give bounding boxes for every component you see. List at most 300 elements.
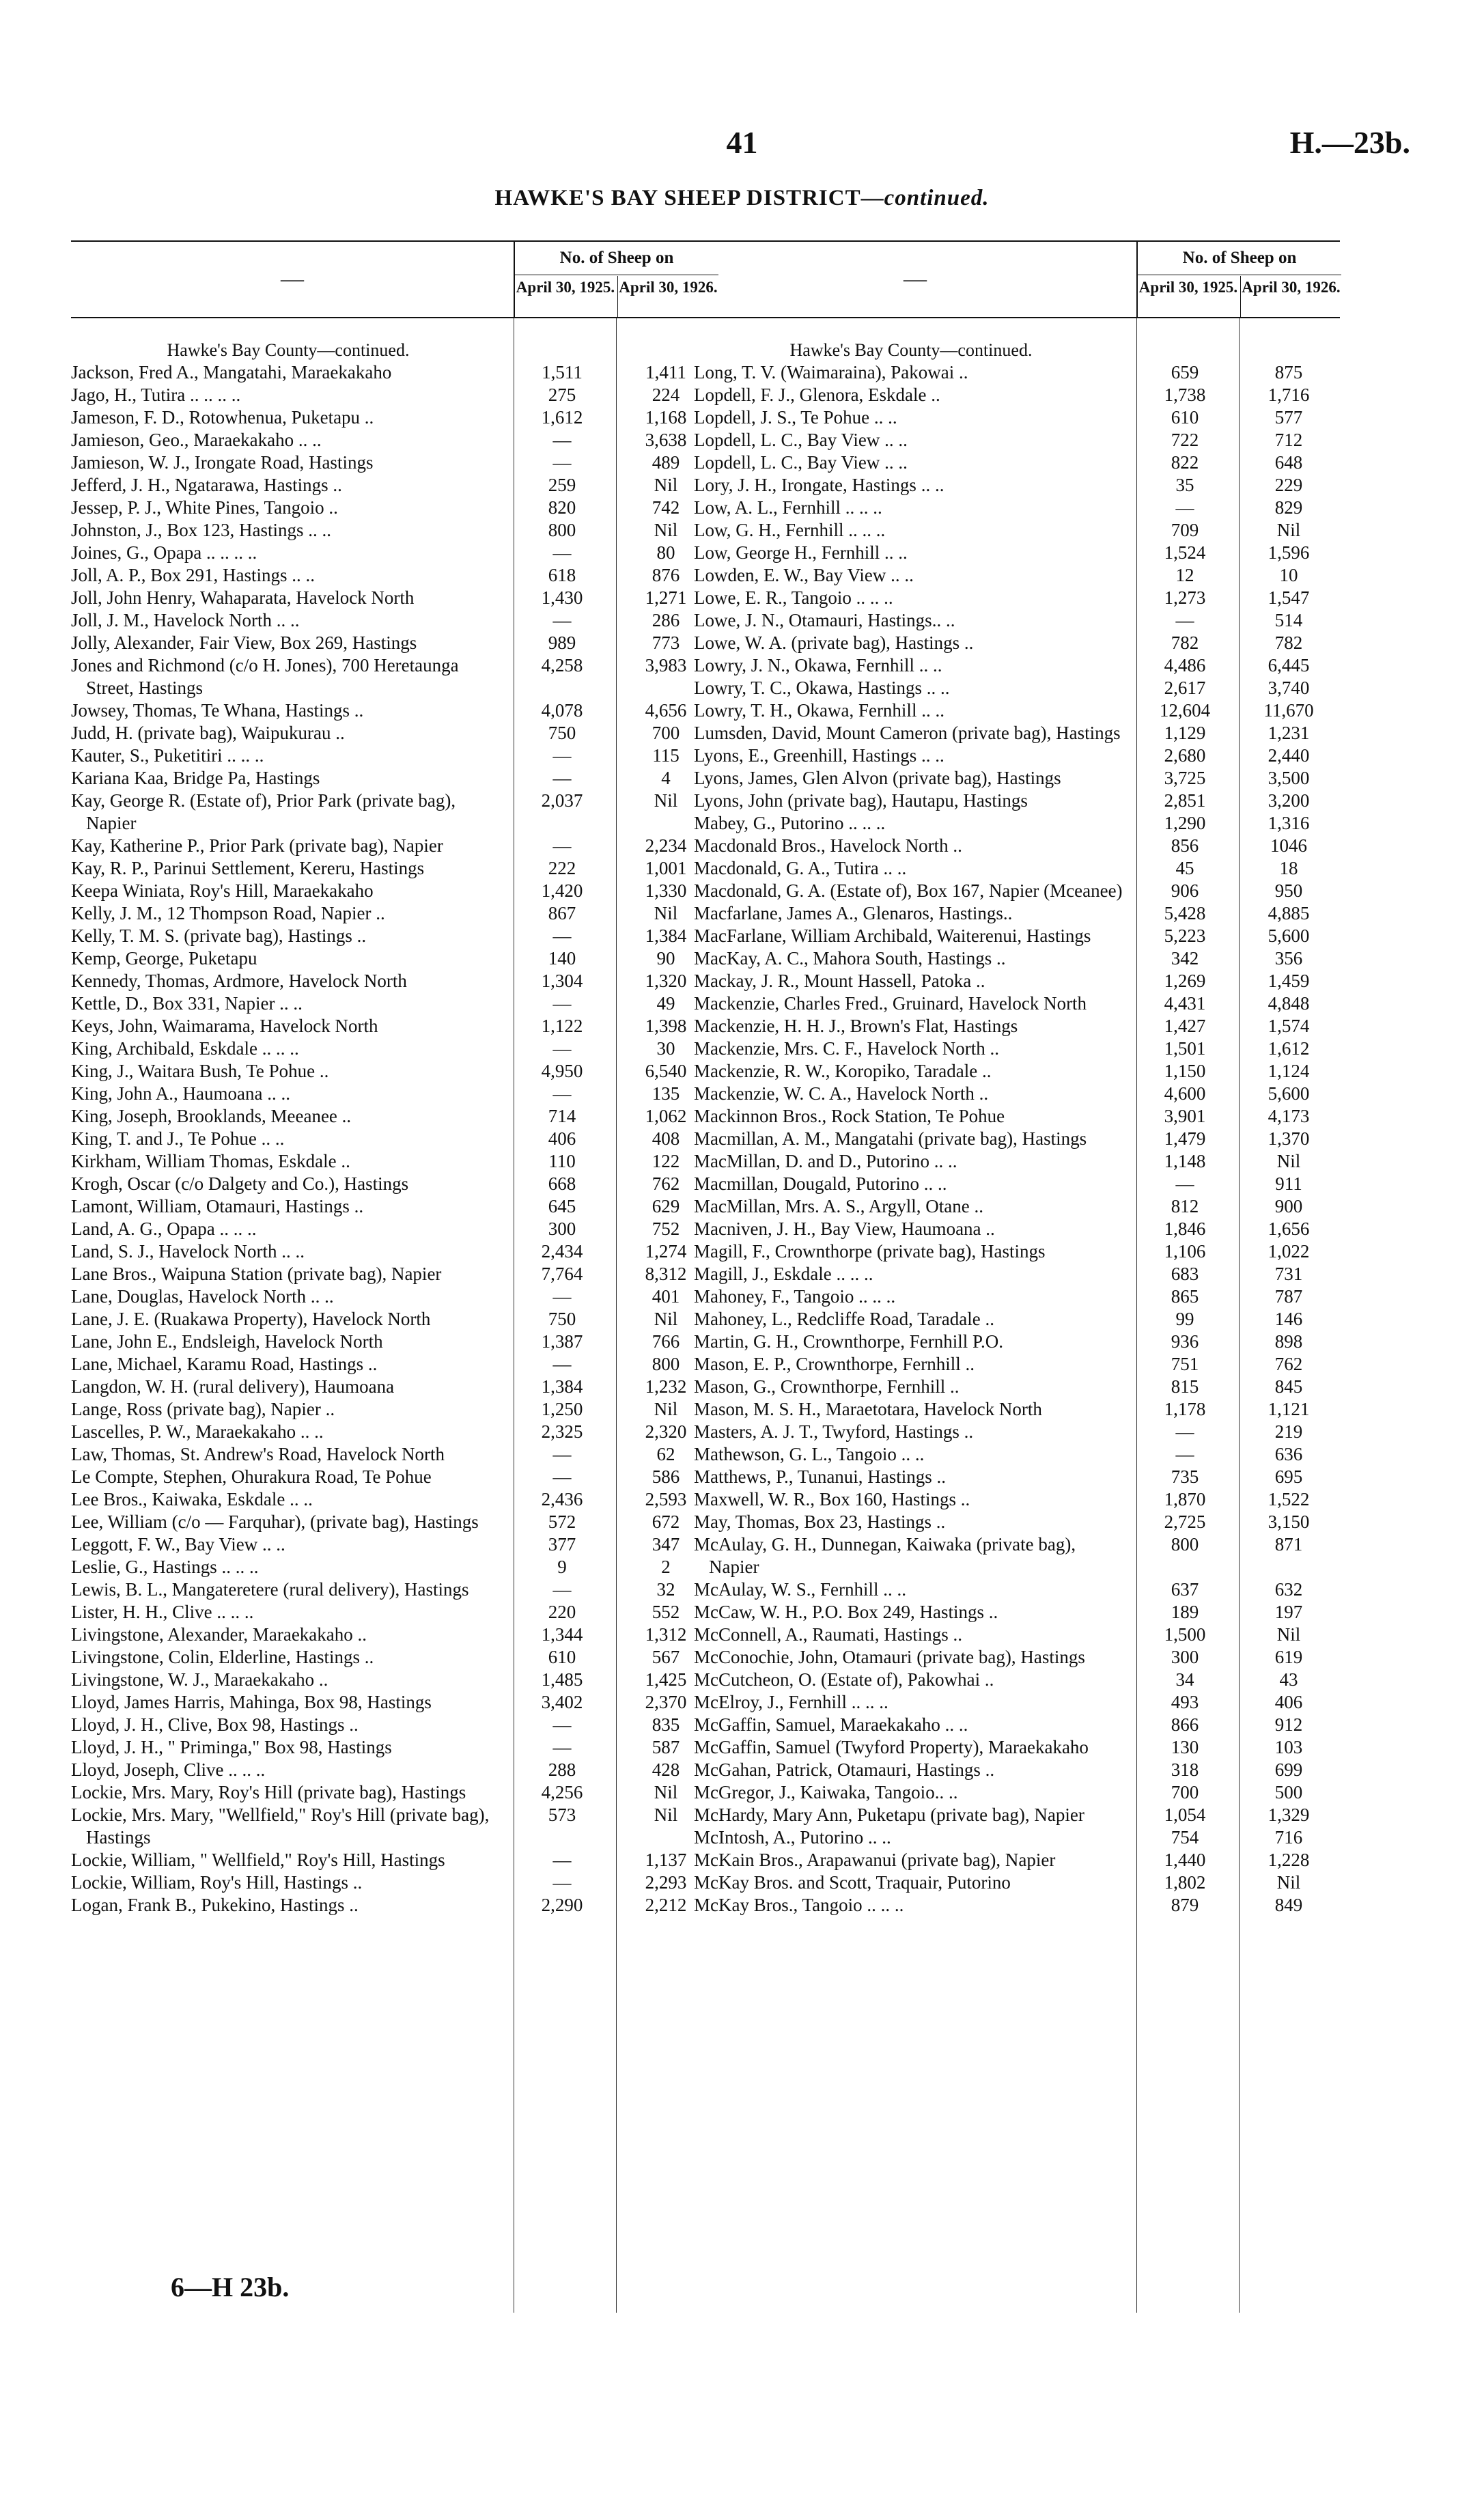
header-group (1136, 242, 1341, 317)
table-row (71, 722, 717, 744)
owner-name-address: Joll, A. P., Box 291, Hastings .. .. (71, 565, 316, 585)
table-row (694, 1128, 1340, 1150)
table-row (71, 1060, 717, 1083)
sheep-count-1925: 610 (548, 1647, 576, 1667)
sheep-count-1926: 229 (1274, 475, 1303, 495)
sheep-count-1925: 377 (548, 1534, 576, 1555)
table-row (694, 654, 1340, 677)
table-row (694, 992, 1340, 1015)
sheep-count-1925: 259 (548, 475, 576, 495)
table-row (694, 1150, 1340, 1173)
sheep-count-1926: 1,124 (1268, 1061, 1310, 1081)
owner-name-address: Mabey, G., Putorino .. .. .. (694, 813, 886, 833)
table-row (71, 902, 717, 925)
sheep-count-1925: 288 (548, 1759, 576, 1780)
sheep-count-1926: 2,320 (645, 1421, 687, 1442)
sheep-count-1925: 2,851 (1164, 790, 1206, 811)
owner-name-address: MacMillan, Mrs. A. S., Argyll, Otane .. (694, 1196, 983, 1216)
table-row (71, 384, 717, 406)
sheep-count-1925: 140 (548, 948, 576, 969)
table-row (71, 1624, 717, 1646)
owner-name-address: Mahoney, L., Redcliffe Road, Taradale .. (694, 1309, 994, 1329)
sheep-count-1925: 4,256 (541, 1782, 583, 1802)
sheep-count-1925: 189 (1171, 1602, 1199, 1622)
sheep-count-1925: 2,617 (1164, 678, 1206, 698)
sheep-count-1926: 401 (652, 1286, 680, 1307)
table-row (71, 1691, 717, 1714)
table-row (71, 1443, 717, 1466)
owner-name-address: Lyons, John (private bag), Hautapu, Hastings (694, 790, 1028, 811)
table-row (71, 1601, 717, 1624)
table-row (694, 587, 1340, 609)
table-row (694, 497, 1340, 519)
owner-name-address: Lowe, E. R., Tangoio .. .. .. (694, 587, 893, 608)
table-row (71, 1488, 717, 1511)
owner-name-address: Joll, John Henry, Wahaparata, Havelock North (71, 587, 415, 608)
table-row (71, 835, 717, 857)
sheep-count-1926: 752 (652, 1218, 680, 1239)
table-row (71, 542, 717, 564)
table-row (71, 947, 717, 970)
table-body (71, 318, 717, 2313)
owner-name-address: Le Compte, Stephen, Ohurakura Road, Te Pohue (71, 1466, 432, 1487)
sheep-count-1925: — (552, 610, 572, 630)
owner-name-address: Kariana Kaa, Bridge Pa, Hastings (71, 768, 320, 788)
owner-name-address: Lyons, James, Glen Alvon (private bag), Hastings (694, 768, 1061, 788)
sheep-count-1926: 1,547 (1268, 587, 1310, 608)
sheep-count-1926: 716 (1274, 1827, 1303, 1848)
table-row (694, 1781, 1340, 1804)
sheep-count-1926: 1046 (1270, 835, 1307, 856)
sheep-count-1925: 1,430 (541, 587, 583, 608)
sheep-count-1926: 2,234 (645, 835, 687, 856)
sheep-count-1926: 619 (1274, 1647, 1303, 1667)
table-row (71, 654, 717, 699)
table-row (71, 1218, 717, 1240)
sheep-count-1925: 1,427 (1164, 1016, 1206, 1036)
owner-name-address: Jamieson, Geo., Maraekakaho .. .. (71, 430, 322, 450)
sheep-count-1926: 428 (652, 1759, 680, 1780)
owner-name-address: McElroy, J., Fernhill .. .. .. (694, 1692, 888, 1712)
sheep-count-1925: — (552, 1714, 572, 1735)
sheep-count-1925: 4,431 (1164, 993, 1206, 1014)
sheep-count-1925: 1,524 (1164, 542, 1206, 563)
owner-name-address: Leggott, F. W., Bay View .. .. (71, 1534, 285, 1555)
owner-name-address: Mason, G., Crownthorpe, Fernhill .. (694, 1376, 960, 1397)
sheep-count-1925: — (552, 1872, 572, 1893)
sheep-count-1925: 822 (1171, 452, 1199, 473)
sheep-count-1926: 586 (652, 1466, 680, 1487)
sheep-count-1925: 751 (1171, 1354, 1199, 1374)
table-row (694, 812, 1340, 835)
owner-name-address: Lowry, T. C., Okawa, Hastings .. .. (694, 678, 950, 698)
sheep-count-1925: 2,037 (541, 790, 583, 811)
sheep-count-1925: 750 (548, 1309, 576, 1329)
sheep-count-1926: Nil (654, 1399, 678, 1419)
table-row (71, 1421, 717, 1443)
table-row (71, 857, 717, 880)
owner-name-address: McCaw, W. H., P.O. Box 249, Hastings .. (694, 1602, 998, 1622)
owner-name-address: Krogh, Oscar (c/o Dalgety and Co.), Hastings (71, 1173, 409, 1194)
document-reference: H.—23b. (1289, 125, 1410, 160)
sheep-count-1925: 1,054 (1164, 1805, 1206, 1825)
table-row (71, 992, 717, 1015)
sheep-count-1926: 4,885 (1268, 903, 1310, 923)
table-row (71, 1849, 717, 1871)
table-row (71, 406, 717, 429)
table-row (694, 722, 1340, 744)
sheep-count-1926: 43 (1279, 1669, 1298, 1690)
owner-name-address: Lloyd, James Harris, Mahinga, Box 98, Hastings (71, 1692, 432, 1712)
sheep-count-1925: 7,764 (541, 1264, 583, 1284)
owner-name-address: Lowry, J. N., Okawa, Fernhill .. .. (694, 655, 942, 676)
table-row (694, 1195, 1340, 1218)
owner-name-address: Kay, R. P., Parinui Settlement, Kereru, Hastings (71, 858, 425, 878)
owner-name-address: Lockie, William, Roy's Hill, Hastings .. (71, 1872, 363, 1893)
owner-name-address: Lowry, T. H., Okawa, Fernhill .. .. (694, 700, 944, 721)
sheep-count-1926: 1,168 (645, 407, 687, 428)
owner-name-address: Kay, Katherine P., Prior Park (private bag), Napier (71, 835, 443, 856)
sheep-count-1925: 130 (1171, 1737, 1199, 1757)
sheep-count-1926: 912 (1274, 1714, 1303, 1735)
owner-name-address: Mackenzie, Mrs. C. F., Havelock North .. (694, 1038, 999, 1059)
owner-name-address: McGregor, J., Kaiwaka, Tangoio.. .. (694, 1782, 958, 1802)
owner-name-address: McKain Bros., Arapawanui (private bag), Napier (694, 1850, 1056, 1870)
sheep-count-1926: 845 (1274, 1376, 1303, 1397)
table-row (71, 1871, 717, 1894)
table-row (71, 1578, 717, 1601)
sheep-count-1925: — (552, 452, 572, 473)
sheep-count-1926: 6,445 (1268, 655, 1310, 676)
table-row (694, 451, 1340, 474)
sheep-count-1926: 489 (652, 452, 680, 473)
sheep-count-1926: 672 (652, 1512, 680, 1532)
table-row (71, 1173, 717, 1195)
sheep-count-1925: 668 (548, 1173, 576, 1194)
sheep-count-1925: 867 (548, 903, 576, 923)
owner-name-address: McCutcheon, O. (Estate of), Pakowhai .. (694, 1669, 994, 1690)
owner-name-address: Mason, M. S. H., Maraetotara, Havelock North (694, 1399, 1042, 1419)
sheep-count-1925: 645 (548, 1196, 576, 1216)
owner-name-address: Jameson, F. D., Rotowhenua, Puketapu .. (71, 407, 374, 428)
table-row (71, 1759, 717, 1781)
sheep-count-1926: 695 (1274, 1466, 1303, 1487)
table-row (694, 1759, 1340, 1781)
owner-name-address: Kelly, T. M. S. (private bag), Hastings .. (71, 925, 367, 946)
header-group-title: No. of Sheep on (1138, 242, 1341, 275)
sheep-count-1925: — (552, 430, 572, 450)
sheep-count-1925: 735 (1171, 1466, 1199, 1487)
sheep-count-1925: 4,950 (541, 1061, 583, 1081)
sheep-count-1925: 820 (548, 497, 576, 518)
sheep-count-1926: 1,228 (1268, 1850, 1310, 1870)
sheep-count-1926: 103 (1274, 1737, 1303, 1757)
sheep-count-1926: 950 (1274, 880, 1303, 901)
county-subheading: Hawke's Bay County—continued. (789, 340, 1033, 360)
owner-name-address: Kay, George R. (Estate of), Prior Park (private bag), Napier (71, 790, 456, 833)
sheep-count-1926: Nil (654, 1309, 678, 1329)
sheep-count-1926: 6,540 (645, 1061, 687, 1081)
sheep-count-1925: 220 (548, 1602, 576, 1622)
table-row (694, 1285, 1340, 1308)
sheep-count-1926: 3,740 (1268, 678, 1310, 698)
sheep-count-1926: 3,150 (1268, 1512, 1310, 1532)
right-rows (694, 361, 1340, 1917)
table-row (71, 1376, 717, 1398)
owner-name-address: Low, A. L., Fernhill .. .. .. (694, 497, 882, 518)
sheep-count-1926: 3,200 (1268, 790, 1310, 811)
sheep-count-1926: 1,574 (1268, 1016, 1310, 1036)
owner-name-address: Lyons, E., Greenhill, Hastings .. .. (694, 745, 944, 766)
sheep-count-1925: 4,078 (541, 700, 583, 721)
sheep-count-1925: 1,250 (541, 1399, 583, 1419)
title-italic: continued. (884, 186, 990, 210)
owner-name-address: Kauter, S., Puketitiri .. .. .. (71, 745, 264, 766)
sheep-count-1926: 876 (652, 565, 680, 585)
sheep-count-1925: 1,440 (1164, 1850, 1206, 1870)
owner-name-address: Livingstone, W. J., Maraekakaho .. (71, 1669, 328, 1690)
sheep-count-1926: 408 (652, 1128, 680, 1149)
owner-name-address: MacKay, A. C., Mahora South, Hastings .. (694, 948, 1006, 969)
table-row (71, 609, 717, 632)
table-row (694, 1736, 1340, 1759)
table-row (71, 1646, 717, 1669)
sheep-count-1926: 500 (1274, 1782, 1303, 1802)
table-row (694, 429, 1340, 451)
sheep-count-1926: 514 (1274, 610, 1303, 630)
sheep-count-1926: 1,232 (645, 1376, 687, 1397)
header-group-title: No. of Sheep on (515, 242, 718, 275)
owner-name-address: Lockie, Mrs. Mary, "Wellfield," Roy's Hill (private bag), Hastings (71, 1805, 490, 1848)
owner-name-address: McIntosh, A., Putorino .. .. (694, 1827, 891, 1848)
owner-name-address: McHardy, Mary Ann, Puketapu (private bag), Napier (694, 1805, 1084, 1825)
table-row (71, 1331, 717, 1353)
sheep-count-1926: 800 (652, 1354, 680, 1374)
sheep-count-1925: — (552, 835, 572, 856)
sheep-count-1925: 1,106 (1164, 1241, 1206, 1262)
table-row (694, 880, 1340, 902)
sheep-count-1925: 1,178 (1164, 1399, 1206, 1419)
sheep-count-1926: 18 (1279, 858, 1298, 878)
sheep-count-1926: 2,212 (645, 1895, 687, 1915)
left-column-table (71, 240, 717, 2313)
sheep-count-1926: 3,638 (645, 430, 687, 450)
sheep-count-1925: 4,486 (1164, 655, 1206, 676)
sheep-count-1925: 709 (1171, 520, 1199, 540)
owner-name-address: Lloyd, Joseph, Clive .. .. .. (71, 1759, 266, 1780)
owner-name-address: Kennedy, Thomas, Ardmore, Havelock North (71, 971, 407, 991)
table-row (71, 587, 717, 609)
table-row (71, 1894, 717, 1917)
owner-name-address: Macdonald, G. A. (Estate of), Box 167, Napier (Mceanee) (694, 880, 1123, 901)
sheep-count-1926: 849 (1274, 1895, 1303, 1915)
table-row (694, 1533, 1340, 1578)
sheep-count-1925: 2,325 (541, 1421, 583, 1442)
sheep-count-1925: 4,600 (1164, 1083, 1206, 1104)
sheep-count-1925: — (552, 768, 572, 788)
sheep-count-1925: 3,901 (1164, 1106, 1206, 1126)
sheep-count-1925: — (1175, 1444, 1194, 1464)
sheep-count-1926: 700 (652, 723, 680, 743)
owner-name-address: Mackenzie, H. H. J., Brown's Flat, Hastings (694, 1016, 1018, 1036)
sheep-count-1925: 45 (1175, 858, 1194, 878)
sheep-count-1926: Nil (654, 903, 678, 923)
sheep-count-1925: 659 (1171, 362, 1199, 382)
table-row (71, 1263, 717, 1285)
sheep-count-1925: 2,434 (541, 1241, 583, 1262)
sheep-count-1925: 1,479 (1164, 1128, 1206, 1149)
table-row (71, 497, 717, 519)
sheep-count-1925: 5,428 (1164, 903, 1206, 923)
table-row (71, 1240, 717, 1263)
table-row (71, 1105, 717, 1128)
sheep-count-1925: 1,846 (1164, 1218, 1206, 1239)
owner-name-address: Maxwell, W. R., Box 160, Hastings .. (694, 1489, 970, 1509)
table-row (694, 1601, 1340, 1624)
owner-name-address: Mackenzie, Charles Fred., Gruinard, Havelock North (694, 993, 1087, 1014)
owner-name-address: King, Archibald, Eskdale .. .. .. (71, 1038, 299, 1059)
sheep-count-1926: 900 (1274, 1196, 1303, 1216)
sheep-count-1925: — (552, 745, 572, 766)
sheep-count-1926: 782 (1274, 632, 1303, 653)
owner-name-address: Jamieson, W. J., Irongate Road, Hastings (71, 452, 374, 473)
owner-name-address: Lane Bros., Waipuna Station (private bag), Napier (71, 1264, 442, 1284)
sheep-count-1926: 30 (656, 1038, 675, 1059)
table-row (71, 1669, 717, 1691)
owner-name-address: Lopdell, L. C., Bay View .. .. (694, 430, 908, 450)
header-year-1925: April 30, 1925. (516, 279, 615, 296)
sheep-count-1925: 1,269 (1164, 971, 1206, 991)
sheep-count-1925: 1,387 (541, 1331, 583, 1352)
table-row (71, 1308, 717, 1331)
sheep-count-1925: — (552, 1083, 572, 1104)
sheep-count-1926: 1,312 (645, 1624, 687, 1645)
table-row (71, 1150, 717, 1173)
table-row (71, 1781, 717, 1804)
county-subheading: Hawke's Bay County—continued. (167, 340, 410, 360)
table-row (694, 947, 1340, 970)
sheep-count-1926: 219 (1274, 1421, 1303, 1442)
table-row (694, 1714, 1340, 1736)
owner-name-address: Lopdell, F. J., Glenora, Eskdale .. (694, 385, 940, 405)
table-row (694, 1466, 1340, 1488)
owner-name-address: Joines, G., Opapa .. .. .. .. (71, 542, 257, 563)
table-row (71, 1083, 717, 1105)
owner-name-address: McGaffin, Samuel, Maraekakaho .. .. (694, 1714, 968, 1735)
owner-name-address: Lane, J. E. (Ruakawa Property), Havelock North (71, 1309, 431, 1329)
table-row (71, 880, 717, 902)
owner-name-address: Low, G. H., Fernhill .. .. .. (694, 520, 886, 540)
sheep-count-1925: 1,304 (541, 971, 583, 991)
table-row (694, 1398, 1340, 1421)
sheep-count-1925: — (552, 1444, 572, 1464)
sheep-count-1925: 3,725 (1164, 768, 1206, 788)
sheep-count-1926: 356 (1274, 948, 1303, 969)
table-row (71, 767, 717, 790)
owner-name-address: Kelly, J. M., 12 Thompson Road, Napier .. (71, 903, 385, 923)
owner-name-address: Macdonald, G. A., Tutira .. .. (694, 858, 907, 878)
title-main: HAWKE'S BAY SHEEP DISTRICT— (494, 186, 884, 210)
sheep-count-1925: — (552, 925, 572, 946)
sheep-count-1926: 1,411 (645, 362, 686, 382)
sheep-count-1925: 610 (1171, 407, 1199, 428)
table-row (71, 361, 717, 384)
owner-name-address: Lloyd, J. H., " Priminga," Box 98, Hastings (71, 1737, 392, 1757)
sheep-count-1926: 8,312 (645, 1264, 687, 1284)
owner-name-address: King, John A., Haumoana .. .. (71, 1083, 290, 1104)
sheep-count-1925: 722 (1171, 430, 1199, 450)
sheep-count-1925: 99 (1175, 1309, 1194, 1329)
sheep-count-1925: 750 (548, 723, 576, 743)
table-row (694, 1646, 1340, 1669)
sheep-count-1926: 1,062 (645, 1106, 687, 1126)
sheep-count-1926: 766 (652, 1331, 680, 1352)
sheep-count-1926: 1,716 (1268, 385, 1310, 405)
sheep-count-1926: 742 (652, 497, 680, 518)
owner-name-address: Macdonald Bros., Havelock North .. (694, 835, 962, 856)
owner-name-address: McConnell, A., Raumati, Hastings .. (694, 1624, 962, 1645)
table-header (71, 240, 717, 318)
table-header (694, 240, 1340, 318)
sheep-count-1926: Nil (1276, 1624, 1301, 1645)
table-row (694, 1578, 1340, 1601)
right-column-table (694, 240, 1340, 2313)
table-row (694, 857, 1340, 880)
sheep-count-1926: 62 (656, 1444, 675, 1464)
sheep-count-1925: 1,612 (541, 407, 583, 428)
sheep-count-1925: 1,344 (541, 1624, 583, 1645)
sheep-count-1926: 1,398 (645, 1016, 687, 1036)
sheep-count-1925: 879 (1171, 1895, 1199, 1915)
sheep-count-1926: 2,293 (645, 1872, 687, 1893)
owner-name-address: Jowsey, Thomas, Te Whana, Hastings .. (71, 700, 364, 721)
table-row (71, 1533, 717, 1556)
sheep-count-1925: 700 (1171, 1782, 1199, 1802)
sheep-count-1926: 2,370 (645, 1692, 687, 1712)
sheep-count-1926: 197 (1274, 1602, 1303, 1622)
owner-name-address: Lewis, B. L., Mangateretere (rural delivery), Hastings (71, 1579, 469, 1600)
owner-name-address: Lee Bros., Kaiwaka, Eskdale .. .. (71, 1489, 313, 1509)
owner-name-address: Mackenzie, R. W., Koropiko, Taradale .. (694, 1061, 992, 1081)
owner-name-address: Mason, E. P., Crownthorpe, Fernhill .. (694, 1354, 975, 1374)
page-number: 41 (726, 125, 758, 160)
table-row (71, 564, 717, 587)
table-row (71, 699, 717, 722)
owner-name-address: Land, S. J., Havelock North .. .. (71, 1241, 305, 1262)
sheep-count-1925: 2,725 (1164, 1512, 1206, 1532)
sheep-count-1926: Nil (654, 1782, 678, 1802)
sheep-count-1926: 10 (1279, 565, 1298, 585)
owner-name-address: Kettle, D., Box 331, Napier .. .. (71, 993, 303, 1014)
owner-name-address: Lopdell, L. C., Bay View .. .. (694, 452, 908, 473)
sheep-count-1925: 1,122 (541, 1016, 583, 1036)
sheep-count-1925: 9 (557, 1557, 567, 1577)
sheep-count-1926: 871 (1274, 1534, 1303, 1555)
table-row (694, 406, 1340, 429)
sheep-count-1926: 347 (652, 1534, 680, 1555)
table-row (694, 1331, 1340, 1353)
sheep-count-1926: 648 (1274, 452, 1303, 473)
owner-name-address: Long, T. V. (Waimaraina), Pakowai .. (694, 362, 968, 382)
sheep-count-1926: 1,022 (1268, 1241, 1310, 1262)
sheep-count-1926: 2,440 (1268, 745, 1310, 766)
sheep-count-1926: 1,231 (1268, 723, 1310, 743)
table-row (71, 1511, 717, 1533)
sheep-count-1925: — (552, 1737, 572, 1757)
sheep-count-1926: 1,370 (1268, 1128, 1310, 1149)
owner-name-address: Jolly, Alexander, Fair View, Box 269, Hastings (71, 632, 417, 653)
sheep-count-1925: 110 (548, 1151, 576, 1171)
